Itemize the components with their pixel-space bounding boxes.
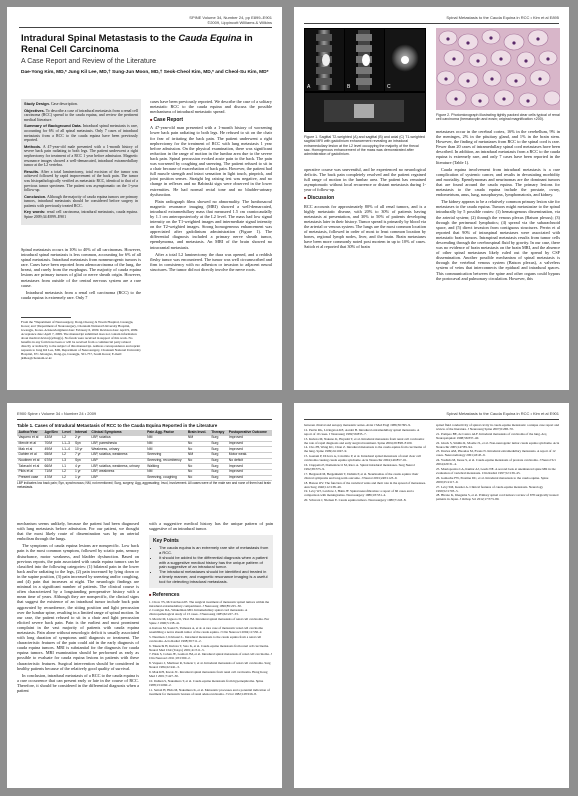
table-cell: L3: [61, 458, 74, 464]
table-cell: Improved: [227, 436, 272, 441]
table-cell: L2: [61, 452, 74, 458]
header-rule: [304, 23, 559, 24]
references-heading: ■ References: [149, 592, 273, 598]
key-point: • It should be added to the differential diagnosis when a patient with a suggestive medical history has the unique pattern of pain suggestive of an intradural tumor.: [159, 556, 269, 570]
reference-item: 6. Takeuchi H, Kubota T, Sato K, et al. Cauda equina metastasis from renal cell carcinoma. Neurol Med Chir (Tokyo) 2001;41:511–5.: [149, 643, 269, 652]
table-header: Interval: [73, 430, 89, 436]
table-header: Brain Invol.: [186, 430, 209, 436]
paragraph: Intradural metastasis from a renal cell carcinoma (RCC) to the cauda equina is extremely rare. Only 7: [21, 289, 141, 300]
intro-text: [21, 247, 141, 302]
table-header: Postoperative Outcome: [227, 430, 272, 436]
table-cell: NM: [146, 441, 187, 447]
abstract-text: Case description.: [50, 102, 78, 106]
paragraph: Spinal metastasis occurs in 10% to 40% of all carcinomas. However, intradural spinal metastasis is less common, accounting for 6% of all spinal metastasis. Intradural metastasis from nonneurogenic tumors is rare. Cases have been reported from adenocarcinoma of the lung, the breast, and rarely from the esophagus. The majority of cauda equina lesions are primary tumors of glial or nerve sheath origin. However, metastases from outside of the central nervous system are a rare cause.: [21, 247, 141, 288]
reference-item: spinal fluid conductivity of spinal cavity in cauda equina metastasis: a unique case report and review of the literature. J Neurosurg Spine 2007;6:268–70.: [436, 423, 560, 431]
reference-item: 16. Ciappetta P, Domenicucci M, Raco A. Spinal intradural metastases. Surg Neurol 1992;38:375–9.: [304, 462, 415, 471]
svg-text:B: B: [347, 84, 351, 90]
abstract-item: [24, 124, 138, 142]
table-cell: 71/M: [43, 470, 61, 476]
reference-item: 18. Batson OV. The function of the vertebral veins and their role in the spread of metastases. Ann Surg 1940;112:138–49.: [304, 480, 426, 489]
table-header: Level: [61, 430, 74, 436]
table-cell: 67/M: [43, 458, 61, 464]
title-block: [21, 33, 271, 76]
table-cell: No: [186, 458, 209, 464]
abstract-heading: Methods.: [24, 143, 42, 149]
abstract-heading: Objectives.: [24, 107, 45, 113]
figure-1-caption: Figure 1. Sagittal T2-weighted (A) and sagittal (B) and axial (C) T1-weighted sagittal MRI with gadolinium enhancement revealing an intradural extramedullary lesion at the L2 level occupying the majority of the thecal sac. Homogenous enhancement of the mass was demonstrated after administration of gadolinium.: [304, 135, 425, 157]
left-column: [17, 521, 139, 695]
abstract-text: Intradural spinal metastasis is rare, accounting for 6% of all spinal metastasis. Only 7 cases of intradural metastasis from a RCC to the cauda equina have been previously reported.: [24, 124, 138, 143]
reference-item: 27. Levy SM, Kessler A. Clinical features of cauda equina metastasis. Neurology 1999;52:1703–5.: [436, 484, 544, 493]
table-cell: No: [186, 470, 209, 476]
table-cell: Improved: [227, 464, 272, 470]
table-cell: L2: [61, 475, 74, 481]
key-point: • The cauda equina is an extremely rare site of metastasis from a RCC.: [159, 546, 269, 556]
reference-item: 7. Pikis S, Cohen JE, Gomori JM, et al. Intradural spinal metastasis of renal cell carcinoma. J Clin Neurosci 2011;18:1560–2.: [149, 652, 272, 661]
right-column: [149, 521, 273, 696]
reference-item: 13. Kubota M, Nakano K, Hayashi T, et al. Intradural metastasis from renal cell carcinoma: the role of rapid diagnosis and early surgical treatment. Spine 2004;29:E98–E100.: [304, 436, 425, 445]
table-cell: LBP, sciatica, weakness, urinary: [90, 464, 146, 470]
reference-item: 5. Nuutinen J, Kivisaari L. Intradural metastasis to the cauda equina from a renal cell carcinoma. Acta Radiol 1998;39:711–2.: [149, 634, 262, 643]
page-3: [7, 403, 282, 788]
abstract-text: Although the majority of cauda equina tumors are primary tumors, intradural metastasis should be considered before surgery in patients with previously treated RCC.: [24, 194, 139, 208]
cases-table: [17, 430, 272, 481]
table-cell: 1 yr: [73, 475, 89, 481]
header-rule: [304, 419, 559, 420]
table-cell: 7 yr: [73, 452, 89, 458]
table-cell: Present case: [17, 475, 43, 481]
table-cell: L2: [61, 470, 74, 476]
table-cell: LBP: [90, 475, 146, 481]
table-cell: No: [186, 464, 209, 470]
table-cell: Sneezing, coughing: [146, 475, 187, 481]
table-cell: 43/M: [43, 436, 61, 441]
table-cell: No: [186, 447, 209, 453]
reference-item: 14. Cho JH, Wang KC, Chan Z. Intradural metastasis to the cauda equina from carcinoma of the lung. Spine 1999;24:1047–9.: [304, 445, 426, 454]
paragraph: Plain radiograph films showed no abnormality. The lumbosacral magnetic resonance imaging (MRI) showed a well-demarcated, intradural extramedullary mass that measured 1.5 cm craniocaudally by 1.1 cm anteroposteriorly at the L2 level. The mass had low signal intensity on the T1-weighted images and intermediate signal intensity on the T2-weighted images. Strong homogeneous enhancement was appreciated after gadolinium administration (Figure 1). The differential diagnosis included a primary nerve sheath tumor, ependymoma, and metastasis. An MRI of the brain showed no intracranial metastasis.: [150, 198, 272, 250]
table-cell: Vaquero et al: [17, 436, 43, 441]
reference-item: 26. Gamache FW, Prestine DC, et al. Intradural metastasis to the cauda equina. Spine 2000;25:2117–9.: [436, 475, 549, 484]
table-cell: L1: [61, 464, 74, 470]
paragraph: After a total L2 laminectomy the dura was opened, and a reddish fleshy tumor was encountered. The tumor was well circumscribed and firm in consistency with no adhesion or invasion to adjacent neural structures. The tumor did not directly involve the nerve roots.: [150, 251, 272, 272]
mri-figure: [304, 28, 426, 132]
key-points-heading: Key Points: [153, 538, 179, 545]
reference-item: 11. Saitoh H, Hida M, Nakamura K, et al. Metastatic processes and a potential indication of treatment for metastatic lesions of renal adenocarcinoma. J Urol 1982;128:916–8.: [149, 687, 270, 696]
reference-item: 2. Costigan DA, Winkelman MD. Intramedullary spinal cord metastasis. A clinicopathological study of 13 cases. J Neurosurg 1985;62:227–33.: [149, 608, 248, 617]
table-cell: 70/M: [43, 441, 61, 447]
article-subtitle: A Case Report and Review of the Literature: [21, 58, 157, 65]
table-cell: NM: [186, 436, 209, 441]
table-cell: 66/M: [43, 464, 61, 470]
header-rule: [19, 27, 272, 28]
table-cell: NM: [146, 470, 187, 476]
table-cell: Surg: [210, 452, 228, 458]
table-cell: Surg: [210, 475, 228, 481]
reference-item: 15. Gaetani P, Di Ieva A, Colombo P, et al. Intradural spinal metastasis of renal clear cell carcinoma causing cauda equina syndrome. Acta Neurochir 2004;146:857–61.: [304, 454, 421, 463]
table-cell: NM: [186, 452, 209, 458]
page-1: [7, 7, 282, 390]
table-cell: Mercié et al: [17, 441, 43, 447]
table-cell: Motor weak.: [227, 452, 272, 458]
table-header: Therapy: [210, 430, 228, 436]
table-cell: Surg: [210, 441, 228, 447]
abstract-text: To describe a case of intradural metastasis from a renal cell carcinoma (RCC) spread to the cauda equina, and review the pertinent medical literature.: [24, 108, 138, 122]
key-points-list: [153, 546, 269, 584]
table-cell: No deficit: [227, 458, 272, 464]
table-cell: LBP, sciatica: [90, 436, 146, 441]
svg-text:A: A: [307, 84, 311, 90]
section-heading: ■ Case Report: [150, 117, 272, 123]
table-cell: L2: [61, 436, 74, 441]
table-cell: 1 yr: [73, 470, 89, 476]
reference-item: between clinical and autopsy metastatic series. Aviat J Med Engl 1986;36:395–9.: [304, 423, 411, 427]
abstract-text: renal cell carcinoma, intradural metastasis, cauda equina. Spine 2009;34:E899–E901: [24, 210, 138, 220]
reference-item: 8. Vaquero J, Martinez R, Salazar J, et al. Intradural metastasis of renal cell carcinoma. Surg Neurol 1984;22:241–3.: [149, 661, 271, 670]
table-cell: Weakness, urinary: [90, 447, 146, 453]
reference-item: 23. Davies AM, Pikoulas M, Evans N. Intradural extramedullary metastasis. A report of 12 cases. Neuroradiology 2001;43:45–9.: [436, 449, 556, 458]
abstract-heading: Conclusion.: [24, 193, 47, 199]
reference-item: 4. Kubota M, Saeki N, Yamaura A, et al. A rare case of metastatic renal cell carcinoma resembling a nerve sheath tumor of the cauda equina. J Clin Neurosci 2004;11:530–2.: [149, 625, 263, 634]
table-cell: Syn: [73, 441, 89, 447]
table-cell: 4 yr: [73, 464, 89, 470]
paragraph: The symptoms of cauda equina lesions are nonspecific. Low back pain is the most common symptom, followed by sciatic pain, sensory disturbance, motor weakness, and bladder dysfunction. Based on previous reports, the pain associated with cauda equina tumors can be classified into the following categories: (1) bilateral pain in the lower back and/or radiating to the legs, (2) pain increased by lying down or in the supine position, (3) pain increased by sneezing and/or coughing, and (4) pain that increases at night. The neurologic findings are minimal in a significant number of patients. The clinical course is often characterized by a longstanding preoperative history with a mean time of years. Although they are nonspecific, the clinical signs that suggest the existence of an intradural tumor include back pain aggravated by recumbence, the sitting position and light percussion over the lumbar spine, resulting in a limited range of spinal motion. In our case, the patient refused to sit in a chair and light percussion elicited severe back pain. Pain is the earliest and most prominent complaint in the vast majority of patients with cauda equina metastasis. Pain alone without neurologic deficit is usually associated with long duration of symptoms until diagnosis or treatment. The characteristic features of the pain could aid in the early diagnosis of cauda equina tumors. MRI is substantial for the diagnosis for cauda equina tumors. MRI examination should be performed as early as possible to evaluate for cauda equina lesions in patients with these characteristic features. Surgical intervention should be considered in healthy patients because of the relatively good quality of survival.: [17, 543, 139, 671]
figure-2-caption: Figure 2. Photomicrograph illustrating tightly packed clear cells typical of renal cell carcinoma (hematoxylin and eosin; original magnification ×200).: [436, 113, 560, 122]
right-column: [436, 129, 560, 283]
running-head: Spinal Metastasis to the Cauda Equina in RCC • Kim et al E895: [446, 15, 559, 20]
table-row: [17, 475, 272, 481]
left-column: [304, 167, 426, 251]
table-cell: 65/M: [43, 452, 61, 458]
abstract-heading: Key words:: [24, 209, 46, 215]
reference-item: 9. Mak KH, Kwok JC. Intradural spinal metastasis from renal cell carcinoma. Hong Kong Med J 2001;7:427–30.: [149, 669, 268, 678]
page-4: [294, 403, 569, 788]
footnote: From the *Department of Neurosurgery, Dong-Cheong Ja Woom Hospital, Gwangju, Korea; and †Department of Neurosurgery, Chonnam National University Hospital, Gwangju, Korea. Acknowledgment date: February 6, 2009. Revision date: April 9, 2009. Acceptance date: April 7, 2009. The manuscript submitted does not contain information about medical device(s)/drug(s). No funds were received in support of this work. No benefits in any form have been or will be received from a commercial party related directly or indirectly to the subject of this manuscript. Address correspondence and reprint requests to Jung Kil Lee, MD, Department of Neurosurgery, Chonnam National University Hospital, 671 Jebongno, Dong-gu, Gwangju, 501-757, South Korea; E-mail: jkillee@chonnam.ac.kr: [21, 320, 141, 360]
paragraph: The kidney appears to be a relatively common primary lesion site for metastases to the cauda equina. Tumors might metastasize to the spinal intradurally by 5 possible routes: (1) hematogenous dissemination, via the arterial system; (2) through the venous plexus (Batson plexus); (3) through the perineural lymphatics; (4) spread via the subarachnoid space, and (5) direct invasion from contiguous structures. Perrin et al reported that 90% of intraspinal metastases were associated with metastatic brain tumors. Intraspinal metastasis results from tumor cells descending through the cerebrospinal fluid by gravity. In our case, there was no evidence of brain metastasis on the brain MRI, and the absence of other spinal metastases likely ruled out the spread by CSF dissemination. Another possible mechanism of spinal metastasis is through the vertebral venous system (Batson plexus), a valveless system of veins that interconnects the epidural and intradural spaces. This communication between the spine and other organs could bypass the portocaval and pulmonary circulation. However, this: [436, 199, 560, 281]
table-cell: Surg: [210, 447, 228, 453]
title-part: Intradural Spinal Metastasis to the: [21, 33, 179, 44]
key-point: • The intradural metastases should be identified and treated in a timely manner, and magnetic resonance imaging is a useful tool for detecting intradural metastasis.: [159, 570, 269, 584]
table-cell: LBP, weakness: [90, 470, 146, 476]
table-cell: Sneezing: [146, 452, 187, 458]
abstract-heading: Summary of Background Data.: [24, 123, 82, 129]
mri-panels: [304, 28, 426, 132]
table-cell: Mak et al: [17, 447, 43, 453]
abstract-item: [24, 170, 138, 193]
title-italic: Cauda Equina: [178, 33, 242, 44]
reference-item: 10. Dahlen S, Nakamura T, et al. Cauda equina metastasis from hypernephroma. Spine 1988;13:1060–2.: [149, 678, 264, 687]
paragraph: Cauda equina involvement from intradural metastasis is a rare complication of systemic cancer, and results in devastating morbidity and mortality. Ependymomas and neurinomas are the dominant tumors that are found around the cauda equina. The primary lesions for metastasis to the cauda equina include the prostate, ovary, endometrium, anus, lung, nasopharynx, lymphomatosis, and kidney.: [436, 166, 560, 198]
journal-line: ©2009, Lippincott Williams & Wilkins: [207, 20, 272, 25]
svg-text:C: C: [387, 84, 391, 90]
reference-item: 24. Yoshida M, Inoue S, et al. Cauda equina metastasis of prostate carcinoma. J Neurol Sci 2004;220:31–4.: [436, 458, 556, 467]
abstract-item: [24, 210, 138, 219]
title-part: in Renal Cell Carcinoma: [21, 33, 253, 55]
paragraph: mechanism seems unlikely, because the patient had been diagnosed with lung metastasis before admission. For our patient, we thought that the most likely route of dissemination was by an arterial embolism through the lungs.: [17, 521, 139, 542]
paragraph: metastases occur in the cerebral cortex, 16% in the cerebellum, 9% in the meninges, 2% in the pituitary gland, and 1% in the brain stem. However, the finding of metastases from RCC to the spinal cord is rare. Fewer than 20 cases of intramedullary spinal cord metastases have been described. In addition, an intradural metastasis from a RCC to the cauda equina is extremely rare, and only 7 cases have been reported in the literature (Table 1).: [436, 129, 560, 165]
abstract-item: [24, 145, 138, 168]
table-cell: Takeuchi et al: [17, 464, 43, 470]
table-cell: Surg: [210, 464, 228, 470]
reference-item: 17. Bergstedt M, Bergenheim T, Dahlén P, et al. Neurinomas of the cauda equina: their clinical symptoms and long-term outcome. J Neurol 2001;248:1123–9.: [304, 471, 419, 480]
abstract-item: [24, 195, 138, 209]
section-heading: ■ Discussion: [304, 195, 426, 201]
table-cell: Sneezing, recumbency: [146, 458, 187, 464]
reference-item: 20. Schwarz J, Nielsen E. Cauda equina tumors. Neurosurgery 1980;7:243–8.: [304, 498, 407, 503]
table-cell: No: [186, 441, 209, 447]
reference-item: 28. Hirano K, Imagama S, et al. Primary spinal cord tumors: review of 678 surgically treated patients in Japan. J Orthop Sci 2012;17:573–80.: [436, 493, 559, 502]
table-cell: No: [186, 475, 209, 481]
table-cell: Syn: [73, 458, 89, 464]
table-cell: NM: [146, 436, 187, 441]
table-1: [17, 423, 272, 490]
histology-image: [436, 28, 560, 110]
table-cell: L1–3: [61, 441, 74, 447]
table-title: Table 1. Cases of Intradural Metastasis of RCC to the Cauda Equina Reported in the Literature: [17, 423, 218, 428]
reference-item: 21. Pompeo BE, de Castro ALF. Intradural metastasis of carcinoma of the lung. Arq Neuropsiquiatr 1998;56:837–40.: [436, 431, 547, 440]
table-cell: LBP, paresthesia: [90, 441, 146, 447]
abstract-heading: Study Design.: [24, 101, 50, 106]
table-header: Author/Year: [17, 430, 43, 436]
right-column: [150, 99, 272, 274]
key-points-box: [149, 535, 273, 587]
journal-line: SPINE Volume 34, Number 24, pp E899–E901: [189, 15, 272, 20]
reference-item: 1. Chow TS, McCutcheon IE. The surgical treatment of metastatic spinal tumors within the intradural extramedullary compartment. J Neurosurg 1996;85:225–30.: [149, 599, 270, 608]
table-cell: LBP: [90, 458, 146, 464]
table-cell: LBP, sciatica, weakness: [90, 452, 146, 458]
abstract-text: A 47-year-old male presented with a 1-month history of severe back pain radiating to both legs. The patient underwent a right nephrectomy for treatment of a RCC 1 year before admission. Magnetic resonance images showed a well-demarcated, intradural extramedullary tumor at the L2 vertebra.: [24, 144, 139, 168]
histology-figure: [436, 28, 560, 110]
table-cell: Surg: [210, 436, 228, 441]
reference-item: 3. Mercié M, Liguoro D, Vital JM. Intradural spinal metastasis of renal cell carcinoma. Eur Spine J 1996;5:138–41.: [149, 617, 270, 626]
author-list: Dae-Yong Kim, MD,* Jung Kil Lee, MD,† Sung-Jun Moon, MD,† Seok-Cheol Kim, MD,* and Cheol-Su Kim, MD*: [21, 70, 269, 75]
running-head: Spinal Metastasis to the Cauda Equina in RCC • Kim et al E901: [446, 411, 559, 416]
abstract-box: [21, 99, 141, 225]
table-header: Pain Agg. Factor: [146, 430, 187, 436]
table-header: Clinical Symptoms: [90, 430, 146, 436]
table-cell: L1–4: [61, 447, 74, 453]
table-cell: NM: [146, 447, 187, 453]
running-head: E900 Spine • Volume 34 • Number 24 • 2009: [17, 411, 97, 416]
table-cell: Nuutinen et al: [17, 458, 43, 464]
paragraph: A 47-year-old man presented with a 1-month history of worsening lower back pain radiating to both legs. He refused to sit on the chair for fear of irritating the back pain. The patient underwent a right nephrectomy for the treatment of RCC with lung metastasis 1 year before admission. On the physical examination, there was significant reduction in the range of motion in the lumbar area due to the severe back pain. Spinal percussion evoked acute pain to the back. The pain was worsened by coughing and sneezing. The patient refused to sit in a chair because of exacerbation of back pain. However, the patient had full muscle strength and intact sensation in light touch, pinprick, and joint position senses. Straight leg raising test was negative, and no change in reflexes and no Babinski sign were observed in the lower extremities. He had normal rectal tone and no bladder-urinary dysfunction.: [150, 125, 272, 197]
table-cell: Improved: [227, 447, 272, 453]
table-cell: 47/M: [43, 475, 61, 481]
paragraph: operative course was uneventful, and he experienced no neurological deficits. The back pain completely resolved and the patient regained full range of motion in the lumbar area. The patient has remained asymptomatic without local recurrence or distant metastasis during 1-year of follow-up.: [304, 167, 426, 193]
table-cell: Surg: [210, 470, 228, 476]
abstract-heading: Results.: [24, 168, 40, 174]
page-2: [294, 7, 569, 390]
table-cell: 49/M: [43, 447, 61, 453]
footnote-rule: [21, 317, 71, 318]
header-rule: [17, 419, 272, 420]
table-cell: Improved: [227, 470, 272, 476]
abstract-item: [24, 109, 138, 123]
table-cell: Surg: [210, 458, 228, 464]
table-cell: 2 yr: [73, 436, 89, 441]
table-cell: Improved: [227, 475, 272, 481]
reference-item: 12. Perrin RG, Livingston KE, Aarabi B. Intradural extramedullary spinal metastasis. A report of 10 cases. J Neurosurg 1982;56:835–7.: [304, 427, 420, 436]
table-note: LBP indicates low back pain; Syn, synchronous; NM, not mentioned; Surg, surgery; Agg, aggravating; Invol, involvement. All cases were of the male sex and none of them had brain metastasis.: [17, 481, 271, 490]
paragraph: with a suggestive medical history has the unique pattern of pain suggestive of an intradural tumor.: [149, 521, 273, 532]
reference-item: 19. Levy WJ, Latchaw J, Hahn JF. Spinal neurofibromas: a report of 66 cases and a comparison with meningiomas. Neurosurgery 1986;18:331–4.: [304, 489, 414, 498]
reference-item: 22. Gluck S, Smiths R, Moelie JL, et al. Non-neurogenic tumor cauda equina syndrome. Acta Neurochir 2005;147:89–94.: [436, 440, 560, 449]
table-cell: Walking: [146, 464, 187, 470]
table-header: Age/Sex: [43, 430, 61, 436]
references-column-2: [436, 423, 560, 502]
paragraph: RCC accounts for approximately 80% of all renal tumors, and is a highly metastatic disease, with 20% to 30% of patients having metastasis at presentation, and 30% to 50% of patients developing metastasis later in their history. Tumor spread is primarily by blood via the arterial or venous system. The lungs are the most common location of metastasis, followed in order of most to least common location by bones, regional lymph nodes, liver, and the brain. Brain metastases have been more commonly noted post mortem in up to 10% of cases. Saitoh et al reported that 30% of brain: [304, 203, 426, 250]
reference-item: 25. Moulopoulos LA, Kumar AJ, Leeds NE. A second look at unenhanced spine MR in the evaluation of vertebral metastasis. Clin Radiol 1997;52:139–45.: [436, 466, 556, 475]
paragraph: In conclusion, intradural metastasis of a RCC to the cauda equina is a rare occurrence that can present early or late in the course of RCC. Therefore, it should be considered in the differential diagnosis when a patient: [17, 672, 139, 693]
table-cell: Improved: [227, 441, 272, 447]
abstract-text: After a total laminectomy, total excision of the tumor was achieved followed by rapid improvement of the back pain. The tumor was histopathologically verified as metastatic RCC, identical to that of a previous tumor specimen. The patient was asymptomatic on the 1-year follow-up.: [24, 169, 138, 193]
references-column-1: [304, 423, 426, 503]
article-title: [21, 33, 271, 55]
table-cell: Dahlen et al: [17, 452, 43, 458]
table-cell: 10 yr: [73, 447, 89, 453]
table-cell: Pikis et al: [17, 470, 43, 476]
paragraph: cases have been previously reported. We describe the case of a solitary metastatic RCC to the cauda equina and discuss the possible mechanisms of intradural metastatic spread.: [150, 99, 272, 115]
references-list: [149, 600, 273, 696]
abstract-item: [24, 102, 138, 107]
journal-info: [189, 15, 272, 25]
